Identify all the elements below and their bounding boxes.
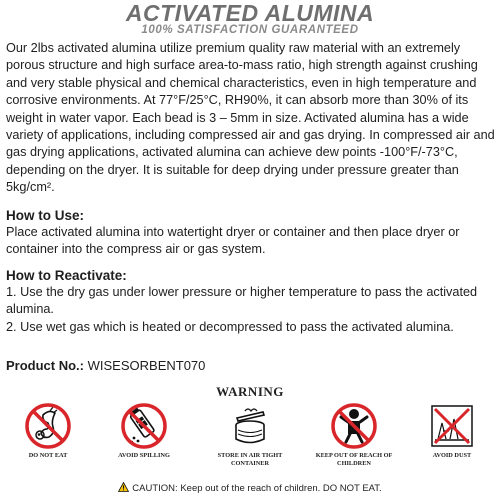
how-to-reactivate-heading: How to Reactivate:: [6, 268, 127, 283]
how-to-use-text: Place activated alumina into watertight dryer or container and then place dryer or container into the compress air or gas system.: [6, 225, 460, 257]
warning-item-avoid-dust: [404, 401, 500, 460]
page-title: ACTIVATED ALUMINA: [125, 0, 375, 26]
avoid-dust-icon: [427, 401, 477, 451]
warning-icons: [0, 401, 500, 469]
product-number: [6, 357, 205, 375]
how-to-use-heading: How to Use:: [6, 208, 85, 223]
product-number-label: Product No.:: [6, 358, 84, 373]
warning-item-avoid-spilling: [96, 401, 192, 460]
caution-triangle-icon: [118, 482, 129, 492]
avoid-spilling-icon: [119, 401, 169, 451]
warning-title: WARNING: [216, 384, 284, 399]
caution-text: CAUTION: Keep out of the reach of children. DO NOT EAT.: [132, 483, 382, 494]
warning-label: AVOID DUST: [432, 452, 472, 459]
caution-line: [0, 482, 500, 495]
warning-label: DO NOT EAT: [28, 452, 68, 459]
reactivate-step-2: 2. Use wet gas which is heated or decompressed to pass the activated alumina.: [6, 320, 454, 334]
guarantee-subtitle: 100% SATISFACTION GUARANTEED: [141, 24, 359, 36]
keep-from-children-icon: [329, 401, 379, 451]
warning-item-keep-from-children: [306, 401, 402, 467]
airtight-container-icon: [225, 401, 275, 451]
do-not-eat-icon: [23, 401, 73, 451]
warning-item-airtight-container: [202, 401, 298, 467]
warning-item-do-not-eat: [0, 401, 96, 460]
product-number-value: WISESORBENT070: [87, 358, 206, 373]
product-description: Our 2lbs activated alumina utilize premium quality raw material with an extremely porous structure and high surface area-to-mass ratio, high strength against crushing and very stable physical and chemical characteristics, even in high temperature and corrosive environments. At 77°F/25°C, RH90%, it can absorb more than 30% of its weight in water vapor. Each bead is 3 – 5mm in size. Activated alumina has a wide variety of applications, including compressed air and gas drying. In compressed air and gas drying applications, activated alumina can achieve dew points -100°F/-73°C, depending on the dryer. It is suitable for deep drying under pressure greater than 5kg/cm².: [6, 41, 495, 195]
warning-label: KEEP OUT OF REACH OF CHILDREN: [315, 452, 393, 467]
warning-label: STORE IN AIR TIGHT CONTAINER: [217, 452, 283, 467]
warning-label: AVOID SPILLING: [118, 452, 170, 459]
reactivate-step-1: 1. Use the dry gas under lower pressure or higher temperature to pass the activated alumina.: [6, 285, 478, 317]
